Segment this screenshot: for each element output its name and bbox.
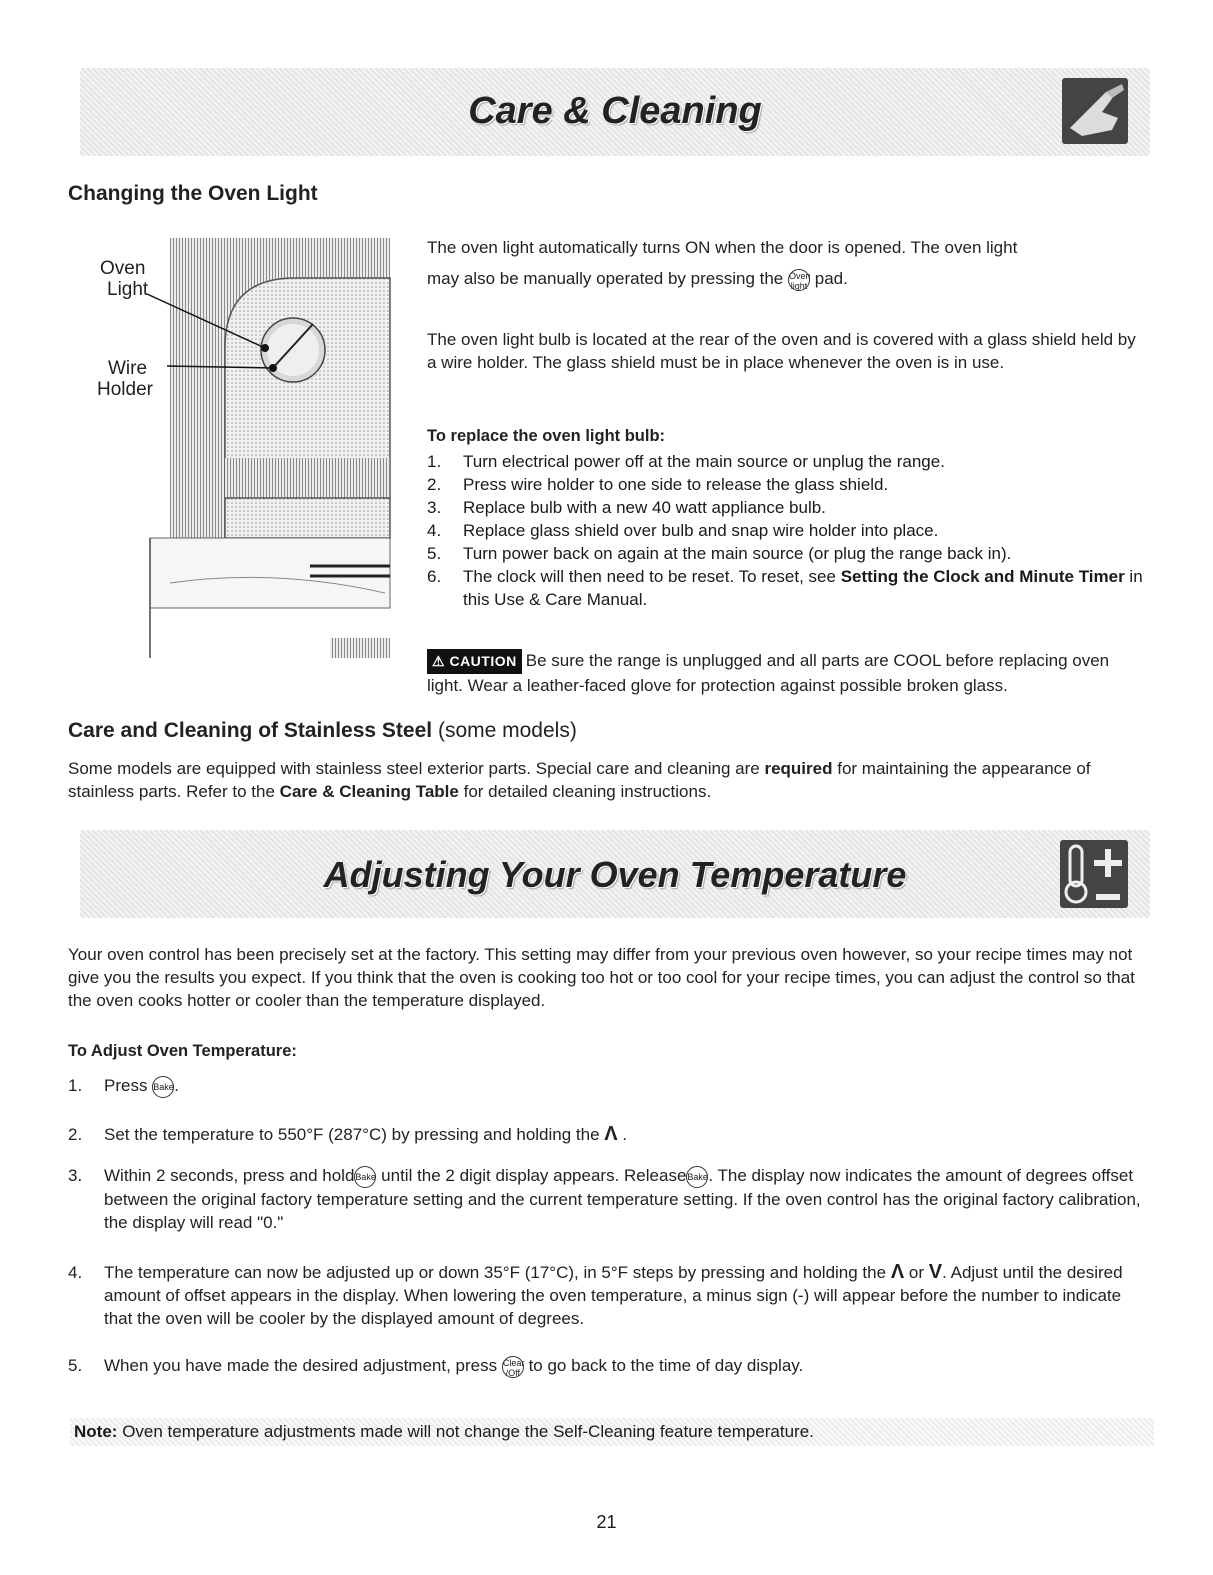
up-arrow-icon: Λ bbox=[890, 1261, 905, 1283]
caution-badge: ⚠ CAUTION bbox=[427, 649, 522, 674]
list-item: 6. The clock will then need to be reset. To reset, see Setting the Clock and Minute Timer in this Use & Care Manual. bbox=[427, 567, 1143, 609]
oven-light-pad-icon: Oven light bbox=[789, 270, 811, 291]
oven-light-illustration bbox=[95, 238, 395, 658]
list-item: 4. Replace glass shield over bulb and snap wire holder into place. bbox=[427, 521, 939, 540]
adjust-step-3: 3. Within 2 seconds, press and holdBake until the 2 digit display appears. ReleaseBake. The display now indicates the amount of degrees offset between the original factory temperature setting and the current temperature setting. If the oven control has the original factory calibration, the display will read "0." bbox=[68, 1166, 1141, 1232]
adjust-step-4: 4. The temperature can now be adjusted up or down 35°F (17°C), in 5°F steps by pressing and holding the Λ or V. Adjust until the desired amount of offset appears in the display. When lowering the oven temperature, a minus sign (-) will appear before the number to indicate that the oven will be cooler by the displayed amount of degrees. bbox=[68, 1261, 1123, 1328]
replace-bulb-subheading: To replace the oven light bulb: bbox=[427, 427, 666, 445]
label-wire: Wire bbox=[108, 358, 148, 379]
adjust-temp-subheading: To Adjust Oven Temperature: bbox=[68, 1042, 297, 1060]
clear-off-pad-icon: Clear /Off bbox=[502, 1357, 525, 1378]
bake-pad-icon: Bake bbox=[686, 1166, 708, 1188]
care-cleaning-banner bbox=[80, 68, 1150, 156]
thermometer-plus-minus-icon bbox=[1060, 840, 1128, 908]
adjust-step-2: 2. Set the temperature to 550°F (287°C) by pressing and holding the Λ . bbox=[68, 1123, 628, 1145]
label-oven: Oven bbox=[100, 258, 146, 279]
section-heading-oven-light: Changing the Oven Light bbox=[68, 182, 318, 205]
page-number: 21 bbox=[596, 1512, 617, 1532]
caution-block: ⚠ CAUTION Be sure the range is unplugged and all parts are COOL before replacing oven light. Wear a leather-faced glove for protection against possible broken glass. bbox=[427, 651, 1110, 695]
label-light: Light bbox=[107, 279, 149, 300]
stainless-para: Some models are equipped with stainless steel exterior parts. Special care and cleaning are required for maintaining the appearance of stainless parts. Refer to the Care & Cleaning Table for detailed cleaning instructions. bbox=[68, 759, 1091, 801]
oven-temp-intro: Your oven control has been precisely set at the factory. This setting may differ from your previous oven however, so your recipe times may not give you the results you expect. If you think that the oven is cooking too hot or too cool for your recipe times, you can adjust the control so that the oven cooks hotter or cooler than the temperature displayed. bbox=[68, 945, 1135, 1010]
banner-title: Care & Cleaning bbox=[468, 90, 762, 132]
list-item: 1. Turn electrical power off at the main source or unplug the range. bbox=[427, 452, 945, 471]
list-item: 5. Turn power back on again at the main source (or plug the range back in). bbox=[427, 544, 1012, 563]
up-arrow-icon: Λ bbox=[604, 1123, 618, 1145]
banner-title: Adjusting Your Oven Temperature bbox=[323, 854, 907, 895]
label-holder: Holder bbox=[97, 379, 153, 400]
gloved-hand-icon bbox=[1062, 78, 1128, 144]
oven-light-para-1: The oven light automatically turns ON when the door is opened. The oven light may also be manually operated by pressing the Oven light pad. bbox=[427, 238, 1018, 291]
oven-temperature-banner bbox=[80, 830, 1150, 918]
list-item: 3. Replace bulb with a new 40 watt appliance bulb. bbox=[427, 498, 826, 517]
adjust-step-5: 5. When you have made the desired adjustment, press Clear /Off to go back to the time of day display. bbox=[68, 1356, 804, 1378]
bake-pad-icon: Bake bbox=[152, 1076, 174, 1098]
oven-light-para-2: The oven light bulb is located at the rear of the oven and is covered with a glass shield held by a wire holder. The glass shield must be in place whenever the oven is in use. bbox=[427, 330, 1136, 372]
replace-bulb-steps bbox=[427, 450, 1147, 611]
bake-pad-icon: Bake bbox=[354, 1166, 376, 1188]
list-item: 2. Press wire holder to one side to release the glass shield. bbox=[427, 475, 889, 494]
self-clean-note: Note: Oven temperature adjustments made will not change the Self-Cleaning feature temperature. bbox=[70, 1418, 1154, 1446]
down-arrow-icon: V bbox=[928, 1261, 943, 1283]
adjust-step-1: 1. Press Bake. bbox=[68, 1074, 1150, 1098]
section-heading-stainless: Care and Cleaning of Stainless Steel (some models) bbox=[68, 719, 577, 742]
